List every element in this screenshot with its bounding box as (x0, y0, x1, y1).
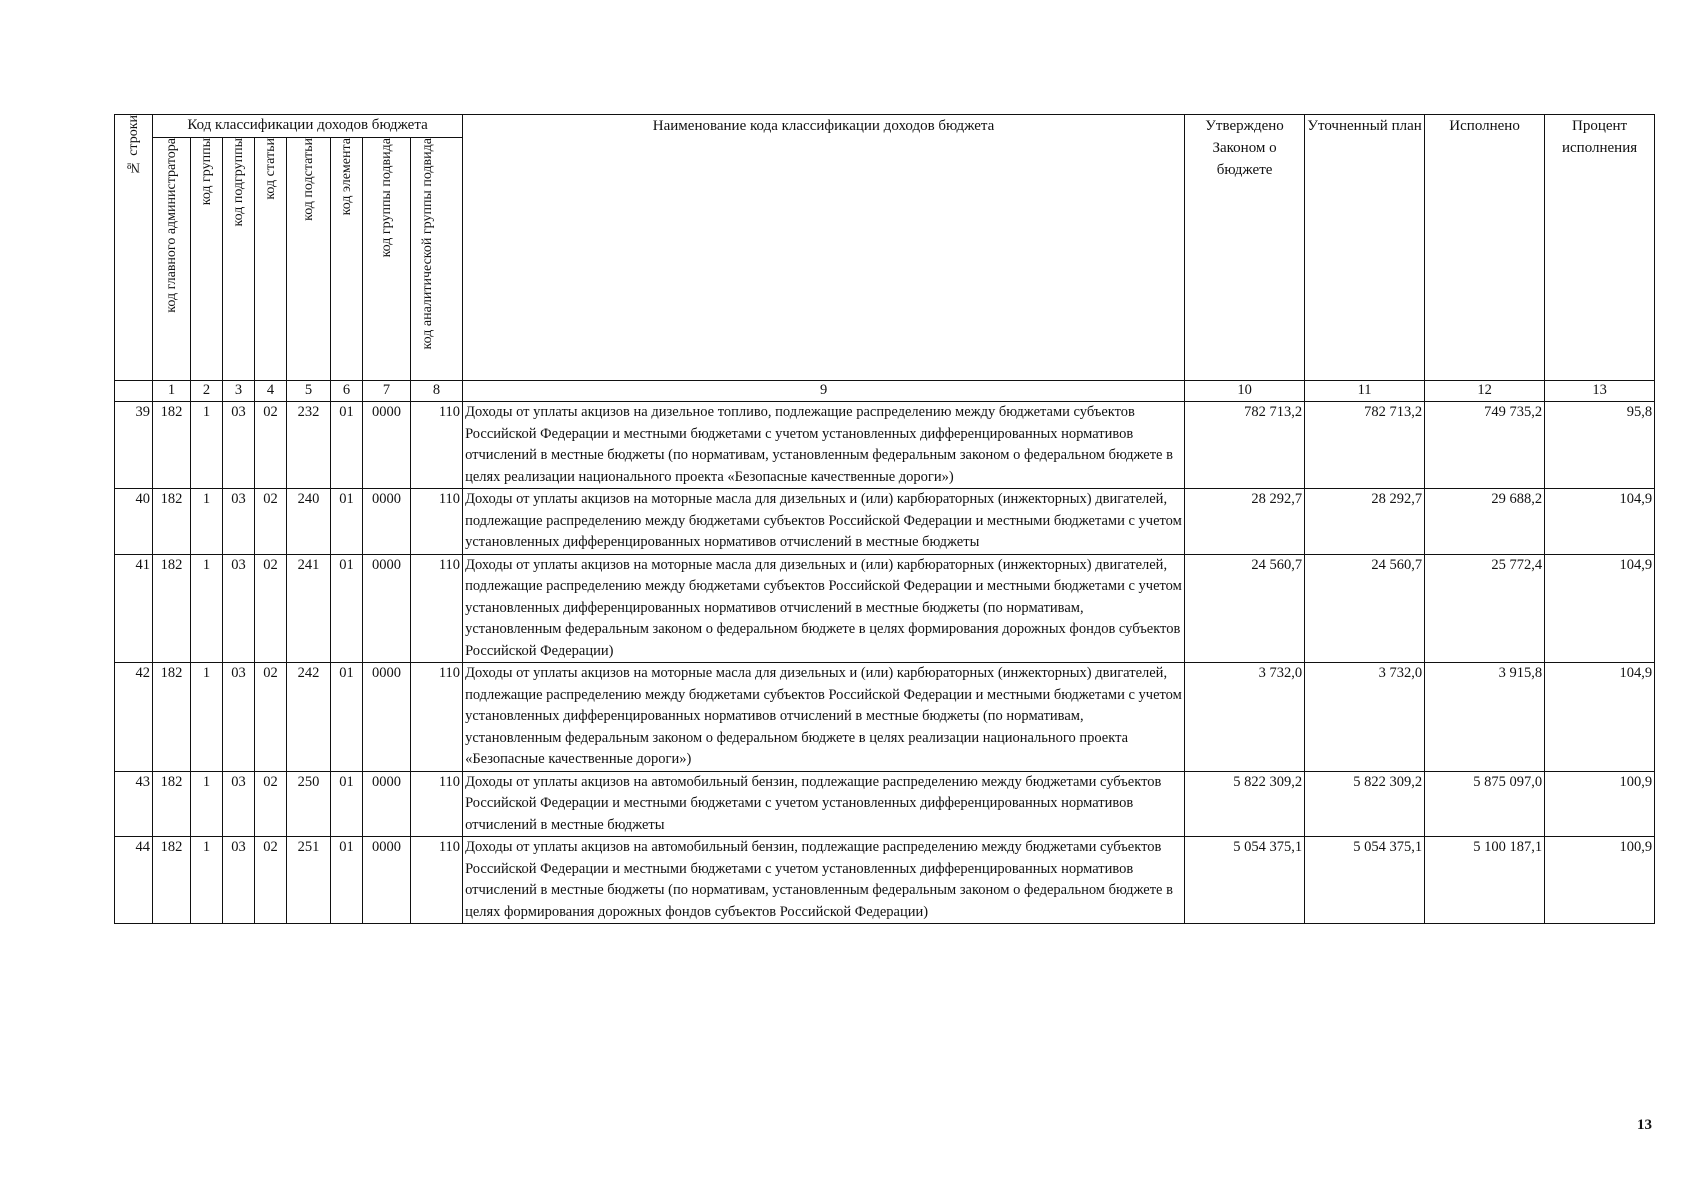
code-article: 02 (255, 771, 287, 837)
percent-value: 104,9 (1545, 489, 1655, 555)
code-admin: 182 (153, 837, 191, 924)
executed-value: 3 915,8 (1425, 663, 1545, 772)
code-admin: 182 (153, 554, 191, 663)
row-number: 39 (115, 402, 153, 489)
approved-value: 5 054 375,1 (1185, 837, 1305, 924)
row-number: 40 (115, 489, 153, 555)
column-number: 4 (255, 381, 287, 402)
header-code-admin (153, 138, 191, 381)
approved-value: 24 560,7 (1185, 554, 1305, 663)
column-number: 10 (1185, 381, 1305, 402)
header-code-element-label: код элемента (338, 138, 354, 216)
column-number: 5 (287, 381, 331, 402)
code-admin: 182 (153, 489, 191, 555)
code-group: 1 (191, 837, 223, 924)
percent-value: 100,9 (1545, 771, 1655, 837)
code-subarticle: 240 (287, 489, 331, 555)
column-numbers-row (115, 381, 1655, 402)
header-code-group (191, 138, 223, 381)
code-group: 1 (191, 554, 223, 663)
percent-value: 100,9 (1545, 837, 1655, 924)
approved-value: 5 822 309,2 (1185, 771, 1305, 837)
code-article: 02 (255, 489, 287, 555)
budget-table-container (114, 114, 1655, 924)
executed-value: 5 875 097,0 (1425, 771, 1545, 837)
code-group: 1 (191, 489, 223, 555)
code-analytic-group: 110 (411, 837, 463, 924)
approved-value: 28 292,7 (1185, 489, 1305, 555)
percent-value: 104,9 (1545, 554, 1655, 663)
header-code-group-label: код группы (198, 138, 214, 206)
row-number: 42 (115, 663, 153, 772)
header-code-subtype-group-label: код группы подвида (378, 138, 394, 258)
header-code-article-label: код статьи (262, 138, 278, 200)
code-admin: 182 (153, 402, 191, 489)
header-row-number (115, 115, 153, 381)
code-subtype-group: 0000 (363, 554, 411, 663)
code-analytic-group: 110 (411, 402, 463, 489)
header-code-article (255, 138, 287, 381)
header-classification-group: Код классификации доходов бюджета (153, 115, 463, 138)
code-analytic-group: 110 (411, 771, 463, 837)
column-number: 11 (1305, 381, 1425, 402)
executed-value: 749 735,2 (1425, 402, 1545, 489)
header-code-subgroup-label: код подгруппы (230, 138, 246, 227)
header-row-number-label: № строки (125, 115, 141, 175)
code-subtype-group: 0000 (363, 663, 411, 772)
code-group: 1 (191, 771, 223, 837)
table-row (115, 554, 1655, 663)
code-admin: 182 (153, 771, 191, 837)
code-analytic-group: 110 (411, 489, 463, 555)
percent-value: 104,9 (1545, 663, 1655, 772)
table-row (115, 837, 1655, 924)
code-article: 02 (255, 554, 287, 663)
code-subgroup: 03 (223, 771, 255, 837)
refined-value: 28 292,7 (1305, 489, 1425, 555)
code-article: 02 (255, 663, 287, 772)
code-subtype-group: 0000 (363, 771, 411, 837)
code-subarticle: 241 (287, 554, 331, 663)
page-number: 13 (1637, 1117, 1652, 1133)
code-subtype-group: 0000 (363, 489, 411, 555)
code-analytic-group: 110 (411, 554, 463, 663)
code-subtype-group: 0000 (363, 837, 411, 924)
code-element: 01 (331, 837, 363, 924)
header-code-element (331, 138, 363, 381)
code-subarticle: 242 (287, 663, 331, 772)
table-row (115, 771, 1655, 837)
refined-value: 5 822 309,2 (1305, 771, 1425, 837)
column-number: 6 (331, 381, 363, 402)
code-subgroup: 03 (223, 402, 255, 489)
code-group: 1 (191, 402, 223, 489)
column-number: 3 (223, 381, 255, 402)
approved-value: 3 732,0 (1185, 663, 1305, 772)
approved-value: 782 713,2 (1185, 402, 1305, 489)
code-subgroup: 03 (223, 554, 255, 663)
refined-value: 24 560,7 (1305, 554, 1425, 663)
code-article: 02 (255, 837, 287, 924)
table-row (115, 489, 1655, 555)
revenue-name: Доходы от уплаты акцизов на дизельное топливо, подлежащие распределению между бюджетами субъектов Российской Федерации и местными бюджетами с учетом установленных дифференцированных нормативов отчислений в местные бюджеты (по нормативам, установленным федеральным законом о федеральном бюджете в целях реализации национального проекта «Безопасные качественные дороги») (463, 402, 1185, 489)
header-code-analytic-group-label: код аналитической группы подвида (419, 138, 435, 350)
executed-value: 29 688,2 (1425, 489, 1545, 555)
row-number: 43 (115, 771, 153, 837)
row-number: 44 (115, 837, 153, 924)
code-analytic-group: 110 (411, 663, 463, 772)
column-number: 7 (363, 381, 411, 402)
column-number: 9 (463, 381, 1185, 402)
header-code-admin-label: код главного администратора (163, 138, 179, 313)
refined-value: 3 732,0 (1305, 663, 1425, 772)
table-row (115, 402, 1655, 489)
code-element: 01 (331, 402, 363, 489)
column-number: 12 (1425, 381, 1545, 402)
revenue-name: Доходы от уплаты акцизов на моторные масла для дизельных и (или) карбюраторных (инжекторных) двигателей, подлежащие распределению между бюджетами субъектов Российской Федерации и местными бюджетами с учетом установленных дифференцированных нормативов отчислений в местные бюджеты (по нормативам, установленным федеральным законом о федеральном бюджете в целях реализации национального проекта «Безопасные качественные дороги») (463, 663, 1185, 772)
code-subgroup: 03 (223, 489, 255, 555)
column-number-empty (115, 381, 153, 402)
budget-revenue-table (114, 114, 1655, 924)
header-code-subarticle-label: код подстатьи (300, 138, 316, 221)
code-element: 01 (331, 489, 363, 555)
header-code-analytic-group (411, 138, 463, 381)
header-name: Наименование кода классификации доходов бюджета (463, 115, 1185, 381)
header-code-subarticle (287, 138, 331, 381)
column-number: 13 (1545, 381, 1655, 402)
code-element: 01 (331, 771, 363, 837)
header-code-subtype-group (363, 138, 411, 381)
code-subgroup: 03 (223, 663, 255, 772)
header-approved: Утверждено Законом о бюджете (1185, 115, 1305, 381)
code-subarticle: 250 (287, 771, 331, 837)
table-row (115, 663, 1655, 772)
code-subarticle: 251 (287, 837, 331, 924)
code-element: 01 (331, 554, 363, 663)
code-subgroup: 03 (223, 837, 255, 924)
code-element: 01 (331, 663, 363, 772)
header-executed: Исполнено (1425, 115, 1545, 381)
percent-value: 95,8 (1545, 402, 1655, 489)
executed-value: 25 772,4 (1425, 554, 1545, 663)
revenue-name: Доходы от уплаты акцизов на автомобильный бензин, подлежащие распределению между бюджетами субъектов Российской Федерации и местными бюджетами с учетом установленных дифференцированных нормативов отчислений в местные бюджеты (по нормативам, установленным федеральным законом о федеральном бюджете в целях формирования дорожных фондов субъектов Российской Федерации) (463, 837, 1185, 924)
header-percent: Процент исполнения (1545, 115, 1655, 381)
header-refined: Уточненный план (1305, 115, 1425, 381)
code-subtype-group: 0000 (363, 402, 411, 489)
executed-value: 5 100 187,1 (1425, 837, 1545, 924)
row-number: 41 (115, 554, 153, 663)
column-number: 8 (411, 381, 463, 402)
revenue-name: Доходы от уплаты акцизов на моторные масла для дизельных и (или) карбюраторных (инжекторных) двигателей, подлежащие распределению между бюджетами субъектов Российской Федерации и местными бюджетами с учетом установленных дифференцированных нормативов отчислений в местные бюджеты (по нормативам, установленным федеральным законом о федеральном бюджете в целях формирования дорожных фондов субъектов Российской Федерации) (463, 554, 1185, 663)
code-article: 02 (255, 402, 287, 489)
refined-value: 5 054 375,1 (1305, 837, 1425, 924)
column-number: 1 (153, 381, 191, 402)
code-group: 1 (191, 663, 223, 772)
revenue-name: Доходы от уплаты акцизов на моторные масла для дизельных и (или) карбюраторных (инжекторных) двигателей, подлежащие распределению между бюджетами субъектов Российской Федерации и местными бюджетами с учетом установленных дифференцированных нормативов отчислений в местные бюджеты (463, 489, 1185, 555)
code-subarticle: 232 (287, 402, 331, 489)
code-admin: 182 (153, 663, 191, 772)
refined-value: 782 713,2 (1305, 402, 1425, 489)
revenue-name: Доходы от уплаты акцизов на автомобильный бензин, подлежащие распределению между бюджетами субъектов Российской Федерации и местными бюджетами с учетом установленных дифференцированных нормативов отчислений в местные бюджеты (463, 771, 1185, 837)
header-code-subgroup (223, 138, 255, 381)
column-number: 2 (191, 381, 223, 402)
